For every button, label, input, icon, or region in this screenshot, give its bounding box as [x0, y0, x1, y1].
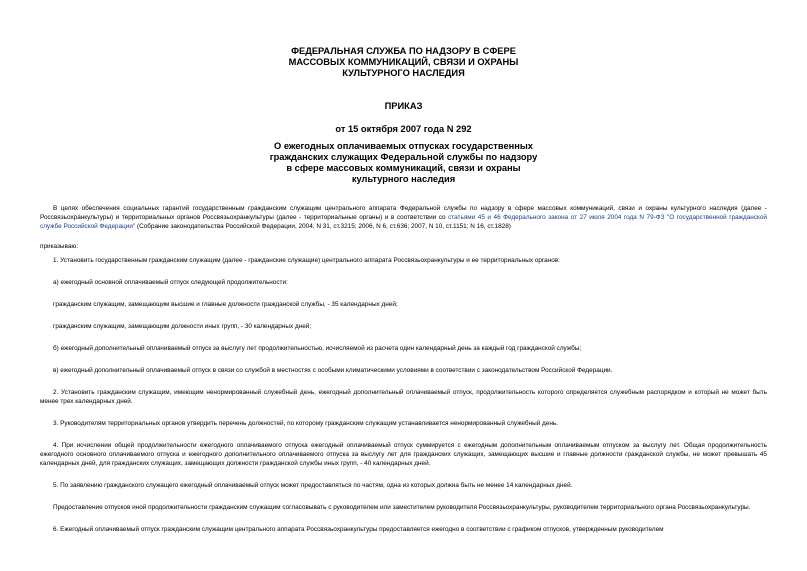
authority-line-1: ФЕДЕРАЛЬНАЯ СЛУЖБА ПО НАДЗОРУ В СФЕРЕ — [291, 46, 516, 56]
document-date: от 15 октября 2007 года N 292 — [335, 124, 472, 134]
authority-line-2: МАССОВЫХ КОММУНИКАЦИЙ, СВЯЗИ И ОХРАНЫ — [288, 57, 519, 67]
subject-line-3: в сфере массовых коммуникаций, связи и охраны — [286, 163, 521, 173]
paragraph-1: 1. Установить государственным гражданским служащим (далее - гражданские служащие) центрального аппарата Россвязьохранкультуры и ее территориальных органов: — [53, 257, 560, 264]
authority-line-3: КУЛЬТУРНОГО НАСЛЕДИЯ — [342, 68, 465, 78]
subject-line-1: О ежегодных оплачиваемых отпусках государственных — [274, 141, 533, 151]
paragraph-5b: Предоставление отпусков иной продолжительности гражданским служащим согласовывать с руководителем или заместителем руководителя Россвязьохранкультуры, руководителем территориального органа Россвязьохранкультуры. — [53, 504, 751, 511]
issuing-authority — [0, 46, 807, 79]
paragraph-1a-item-1: гражданским служащим, замещающим высшие и главные должности гражданской службы, - 35 календарных дней; — [53, 301, 398, 308]
paragraph-1b: б) ежегодный дополнительный оплачиваемый отпуск за выслугу лет продолжительностью, исчисляемой из расчета один календарный день за каждый год гражданской службы; — [53, 345, 582, 352]
subject-line-2: гражданских служащих Федеральной службы по надзору — [269, 152, 538, 162]
paragraph-5: 5. По заявлению гражданского служащего ежегодный оплачиваемый отпуск может предоставляться по частям, одна из которых должна быть не менее 14 календарных дней. — [53, 482, 573, 489]
paragraph-3: 3. Руководителям территориальных органов утвердить перечень должностей, по которому гражданским служащим устанавливается ненормированный служебный день. — [53, 420, 558, 427]
document-type: ПРИКАЗ — [384, 101, 423, 111]
paragraph-1a-item-2: гражданским служащим, замещающим должности иных групп, - 30 календарных дней; — [53, 323, 312, 330]
law-reference-link[interactable]: статьями 45 и 46 Федерального закона от 27 июля 2004 года N 79-ФЗ "О государственной гражданской службе Российской Федерации" — [40, 214, 767, 230]
paragraph-4: 4. При исчислении общей продолжительности ежегодного оплачиваемого отпуска ежегодный оплачиваемый отпуск суммируется с ежегодным дополнительным оплачиваемым отпуском за выслугу лет. Общая продолжительность ежегодного основного оплачиваемого отпуска и ежегодного дополнительного оплачиваемого отпуска за выслугу лет для гражданских служащих, замещающих высшие и главные должности гражданской службы, не может превышать 45 календарных дней, для гражданских служащих, замещающих должности гражданской службы иных групп, - 40 календарных дней. — [40, 442, 767, 467]
document-subject — [0, 141, 807, 185]
paragraph-6: 6. Ежегодный оплачиваемый отпуск гражданским служащим центрального аппарата Россвязьохранкультуры предоставляется ежегодно в соответствии с графиком отпусков, утвержденным руководителем — [53, 526, 664, 533]
paragraph-1c: в) ежегодный дополнительный оплачиваемый отпуск в связи со службой в местностях с особыми климатическими условиями в соответствии с законодательством Российской Федерации. — [53, 367, 613, 374]
intro-text-a: В целях обеспечения социальных гарантий государственным гражданским служащим центрального аппарата Федеральной службы по надзору в сфере массовых коммуникаций, связи и охраны культурного наследия (далее - Россвязьохранкультуры) и территориальных органов Россвязьохранкультуры (далее - территориальные органы) и в соответствии со — [40, 205, 767, 221]
subject-line-4: культурного наследия — [351, 174, 456, 184]
paragraph-orders: приказываю: — [40, 243, 78, 250]
paragraph-2: 2. Установить гражданским служащим, имеющим ненормированный служебный день, ежегодный дополнительный оплачиваемый отпуск, продолжительность которого определяется служебным распорядком и который не может быть менее трех календарных дней. — [40, 389, 767, 405]
paragraph-1a: а) ежегодный основной оплачиваемый отпуск следующей продолжительности: — [53, 279, 288, 286]
document-body — [40, 204, 767, 534]
paragraph-intro — [40, 204, 767, 231]
intro-text-b: (Собрание законодательства Российской Федерации, 2004, N 31, ст.3215; 2006, N 6, ст.636; 2007, N 10, ст.1151; N 16, ст.1828) — [135, 223, 511, 230]
